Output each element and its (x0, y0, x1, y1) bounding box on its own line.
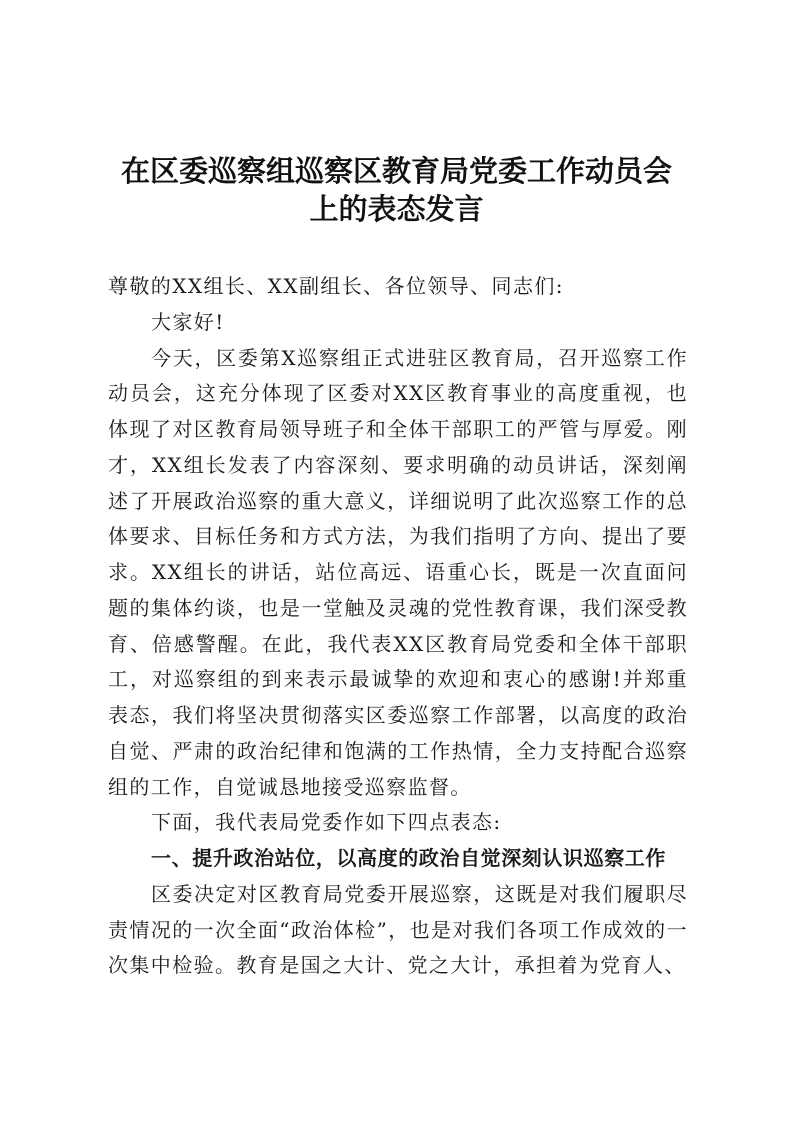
paragraph: 下面，我代表局党委作如下四点表态: (151, 810, 502, 835)
section-heading: 一、提升政治站位，以高度的政治自觉深刻认识巡察工作 (151, 846, 666, 870)
document-title (80, 152, 713, 228)
salutation: 尊敬的XX组长、XX副组长、各位领导、同志们: (108, 274, 564, 298)
paragraph: 今天，区委第X巡察组正式进驻区教育局，召开巡察工作动员会，这充分体现了区委对XX区教育事业的高度重视，也体现了对区教育局领导班子和全体干部职工的严管与厚爱。刚才，XX组长发表了内容深刻、要求明确的动员讲话，深刻阐述了开展政治巡察的重大意义，详细说明了此次巡察工作的总体要求、目标任务和方式方法，为我们指明了方向、提出了要求。XX组长的讲话，站位高远、语重心长，既是一次直面问题的集体约谈，也是一堂触及灵魂的党性教育课，我们深受教育、倍感警醒。在此，我代表XX区教育局党委和全体干部职工，对巡察组的到来表示最诚挚的欢迎和衷心的感谢!并郑重表态，我们将坚决贯彻落实区委巡察工作部署，以高度的政治自觉、严肃的政治纪律和饱满的工作热情，全力支持配合巡察组的工作，自觉诚恳地接受巡察监督。 (108, 345, 688, 799)
title-line-1: 在区委巡察组巡察区教育局党委工作动员会 (120, 154, 672, 188)
document-body (108, 269, 688, 984)
title-line-2: 上的表态发言 (309, 192, 484, 226)
paragraph: 区委决定对区教育局党委开展巡察，这既是对我们履职尽责情况的一次全面“政治体检”，也是对我们各项工作成效的一次集中检验。教育是国之大计、党之大计，承担着为党育人、 (108, 881, 688, 978)
greeting: 大家好! (151, 309, 225, 334)
